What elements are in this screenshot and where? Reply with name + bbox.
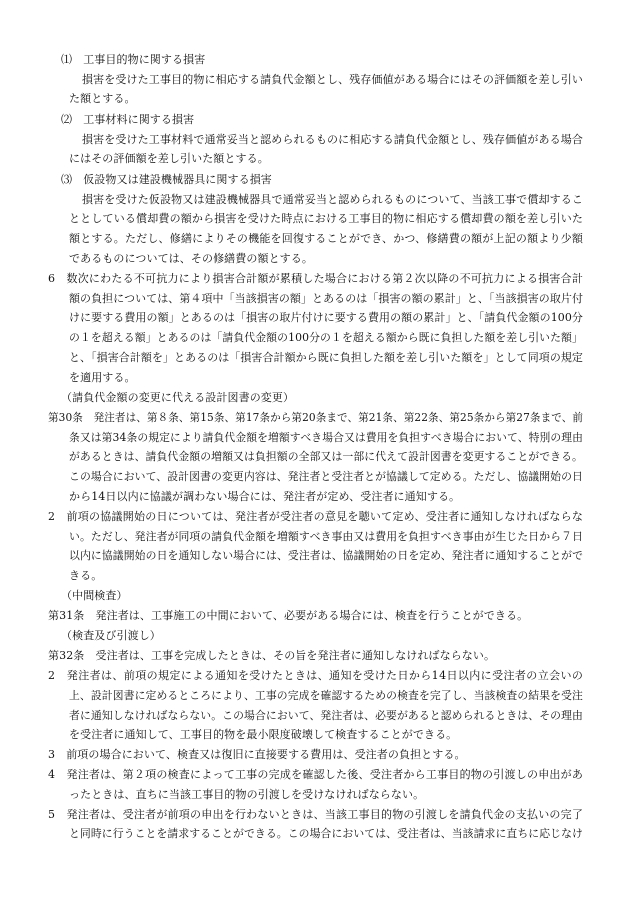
document-line: ったときは、直ちに当該工事目的物の引渡しを受けなければならない。 [69,788,425,801]
document-line: 額とする。ただし、修繕によりその機能を回復することができ、かつ、修繕費の額が上記の額より少額 [69,232,584,245]
document-line: 以内に協議開始の日を通知しない場合には、受注者は、協議開始の日を定め、発注者に通知することがで [69,549,584,562]
document-line: の１を超える額」とあるのは「請負代金額の100分の１を超える額から既に負担した額を差し引いた額」 [69,331,583,344]
document-line: ⑶ 仮設物又は建設機械器具に関する損害 [61,173,272,186]
document-line: （中間検査） [61,589,128,602]
document-line: 者に通知しなければならない。この場合において、発注者は、必要があると認められるときは、その理由 [69,709,583,722]
document-line: た額とする。 [69,92,136,105]
document-line: 4 発注者は、第２項の検査によって工事の完成を確認した後、受注者から工事目的物の引渡しの申出があ [48,768,584,781]
document-line: 3 前項の場合において、検査又は復旧に直接要する費用は、受注者の負担とする。 [48,748,466,761]
document-line: きる。 [69,569,103,582]
document-line: 額の負担については、第４項中「当該損害の額」とあるのは「損害の額の累計」と、「当該損害の取片付 [69,292,584,305]
document-line: 上、設計図書に定めるところにより、工事の完成を確認するための検査を完了し、当該検査の結果を受注 [69,689,583,702]
document-line: を適用する。 [69,371,136,384]
document-line: この場合において、設計図書の変更内容は、発注者と受注者とが協議して定める。ただし、協議開始の日 [69,470,583,483]
document-line: 損害を受けた工事材料で通常妥当と認められるものに相応する請負代金額とし、残存価値がある場合 [82,133,584,146]
document-line: 2 前項の協議開始の日については、発注者が受注者の意見を聴いて定め、受注者に通知しなければならな [48,510,584,523]
document-line: ⑴ 工事目的物に関する損害 [61,53,206,66]
document-line: い。ただし、発注者が同項の請負代金額を増額すべき事由又は費用を負担すべき事由が生じた日から７日 [69,530,584,543]
document-line: ととしている償却費の額から損害を受けた時点における工事目的物に相応する償却費の額を差し引いた [69,212,584,225]
document-line: 第32条 受注者は、工事を完成したときは、その旨を発注者に通知しなければならない。 [48,649,496,662]
document-line: 損害を受けた工事目的物に相応する請負代金額とし、残存価値がある場合にはその評価額を差し引い [82,73,584,86]
document-line: と同時に行うことを請求することができる。この場合においては、受注者は、当該請求に直ちに応じなけ [69,827,583,840]
document-line: 2 発注者は、前項の規定による通知を受けたときは、通知を受けた日から14日以内に受注者の立会いの [48,669,584,682]
document-line: （検査及び引渡し） [61,629,161,642]
document-line: にはその評価額を差し引いた額とする。 [69,152,269,165]
document-line: 5 発注者は、受注者が前項の申出を行わないときは、当該工事目的物の引渡しを請負代金の支払いの完了 [48,808,584,821]
document-line: 6 数次にわたる不可抗力により損害合計額が累積した場合における第２次以降の不可抗力による損害合計 [48,272,584,285]
document-line: を受注者に通知して、工事目的物を最小限度破壊して検査することができる。 [69,728,458,741]
document-line: と、「損害合計額を」とあるのは「損害合計額から既に負担した額を差し引いた額を」として同項の規定 [69,351,583,364]
document-line: があるときは、請負代金額の増額又は負担額の全部又は一部に代えて設計図書を変更することができる。 [69,450,583,463]
document-line: 損害を受けた仮設物又は建設機械器具で通常妥当と認められるものについて、当該工事で償却するこ [82,193,584,206]
document-line: ⑵ 工事材料に関する損害 [61,113,195,126]
document-line: 第31条 発注者は、工事施工の中間において、必要がある場合には、検査を行うことができる。 [48,609,529,622]
document-line: から14日以内に協議が調わない場合には、発注者が定め、受注者に通知する。 [69,490,461,503]
document-line: であるものについては、その修繕費の額とする。 [69,252,313,265]
document-line: 第30条 発注者は、第８条、第15条、第17条から第20条まで、第21条、第22条、第25条から第27条まで、前 [48,411,584,424]
document-line: けに要する費用の額」とあるのは「損害の取片付けに要する費用の額の累計」と、「請負代金額の100分 [69,311,584,324]
document-line: 条又は第34条の規定により請負代金額を増額すべき場合又は費用を負担すべき場合において、特別の理由 [69,431,584,444]
document-line: （請負代金額の変更に代える設計図書の変更） [61,391,295,404]
